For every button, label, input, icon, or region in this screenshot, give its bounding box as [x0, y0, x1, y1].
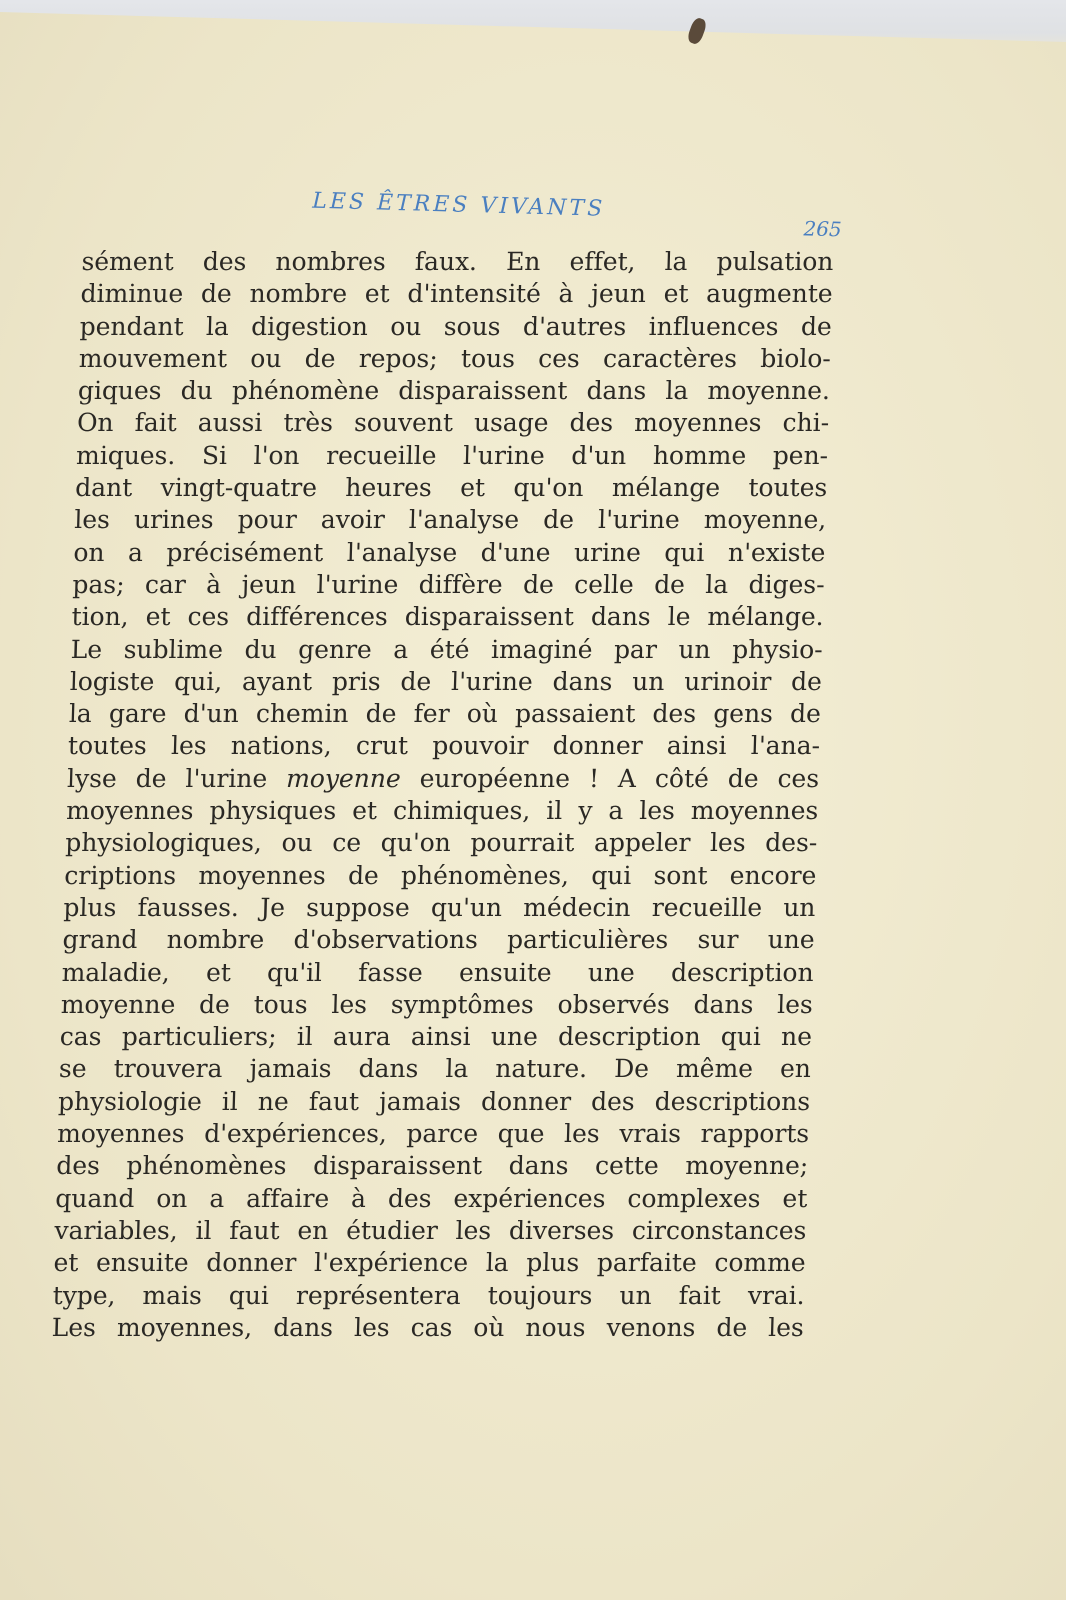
text-line: sément des nombres faux. En effet, la pulsation [81, 247, 834, 276]
text-line: Les moyennes, dans les cas où nous venons de les [51, 1312, 805, 1342]
text-line: grand nombre d'observations particulières sur une [62, 925, 816, 955]
text-line: pendant la digestion ou sous d'autres influences de [79, 311, 833, 341]
text-line: Le sublime du genre a été imaginé par un physio- [70, 634, 824, 664]
text-line: giques du phénomène disparaissent dans la moyenne. [77, 376, 831, 406]
text-line: physiologie il ne faut jamais donner des descriptions [57, 1086, 811, 1116]
text-line: cas particuliers; il aura ainsi une description qui ne [59, 1022, 813, 1052]
text-line: se trouvera jamais dans la nature. De même en [58, 1054, 812, 1084]
text-line: moyennes physiques et chimiques, il y a les moyennes [65, 796, 819, 826]
text-line: miques. Si l'on recueille l'urine d'un homme pen- [75, 440, 829, 470]
text-line: on a précisément l'analyse d'une urine qui n'existe [73, 537, 826, 567]
text-line: quand on a affaire à des expériences complexes et [55, 1183, 808, 1213]
text-line: les urines pour avoir l'analyse de l'urine moyenne, [73, 505, 827, 535]
text-line: des phénomènes disparaissent dans cette moyenne; [55, 1151, 809, 1181]
text-line: On fait aussi très souvent usage des moyennes chi- [76, 408, 830, 438]
running-title: LES ÊTRES VIVANTS [311, 188, 606, 222]
text-line: tion, et ces différences disparaissent dans le mélange. [71, 602, 825, 632]
page-number: 265 [803, 216, 843, 242]
text-line: criptions moyennes de phénomènes, qui sont encore [64, 860, 817, 890]
text-line: dant vingt-quatre heures et qu'on mélange toutes [74, 473, 828, 503]
text-line: type, mais qui représentera toujours un fait vrai. [52, 1280, 806, 1310]
text-line: et ensuite donner l'expérience la plus parfaite comme [53, 1248, 807, 1278]
text-line: moyennes d'expériences, parce que les vrais rapports [56, 1119, 810, 1149]
text-line: pas; car à jeun l'urine diffère de celle de la diges- [72, 569, 826, 599]
text-line: diminue de nombre et d'intensité à jeun et augmente [80, 279, 834, 309]
text-line: mouvement ou de repos; tous ces caractères biolo- [78, 343, 832, 373]
text-line: moyenne de tous les symptômes observés dans les [60, 989, 814, 1019]
text-line: plus fausses. Je suppose qu'un médecin recueille un [63, 892, 816, 922]
text-line: logiste qui, ayant pris de l'urine dans un urinoir de [69, 666, 823, 696]
text-line: maladie, et qu'il fasse ensuite une description [61, 957, 815, 987]
body-text [51, 246, 834, 1344]
text-line: toutes les nations, crut pouvoir donner ainsi l'ana- [67, 731, 821, 761]
text-line: la gare d'un chemin de fer où passaient des gens de [68, 699, 822, 729]
text-line: physiologiques, ou ce qu'on pourrait appeler les des- [64, 828, 818, 858]
text-line: lyse de l'urine moyenne européenne ! A côté de ces [66, 763, 820, 793]
text-line: variables, il faut en étudier les diverses circonstances [54, 1215, 807, 1245]
